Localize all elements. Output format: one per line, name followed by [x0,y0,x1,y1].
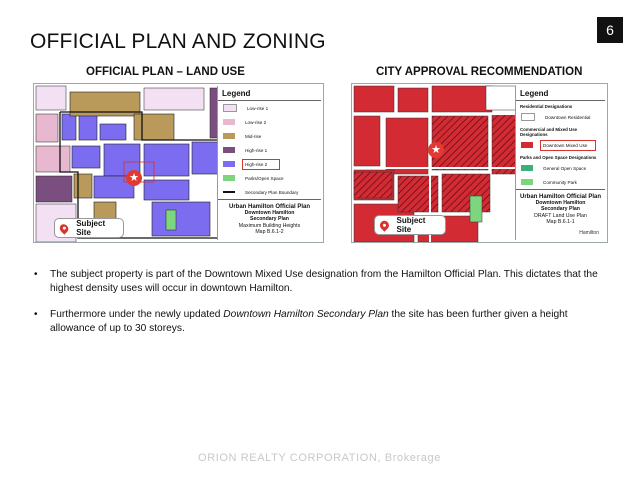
legend-label: Parks/Open Space [245,175,284,181]
location-pin-icon [378,219,390,231]
plan-caption [218,199,321,235]
footer-brokerage: ORION REALTY CORPORATION, Brokerage [198,452,441,464]
subject-site-marker-icon: ★ [126,170,142,186]
bullet-text: The subject property is part of the Downtown Mixed Use designation from the Hamilton Official Plan. This dictates that the highest density uses will occur in downtown Hamilton. [50,269,598,294]
legend-swatch [521,165,533,171]
plan-title: Urban Hamilton Official Plan [228,204,310,210]
legend-title: Legend [218,86,321,101]
plan-description: DRAFT Land Use Plan [534,212,587,219]
legend-label: Mid-rise [245,133,262,139]
page-number: 6 [597,17,623,43]
legend-item [218,115,321,129]
plan-caption [516,189,605,225]
plan-subtitle: Downtown Hamilton [244,210,295,217]
legend-label: Low-rise 1 [247,105,269,111]
legend-item [218,143,321,157]
legend-label: Community Park [543,179,577,185]
subject-site-marker-icon: ★ [428,142,444,158]
legend-swatch [223,104,237,112]
page-title: OFFICIAL PLAN AND ZONING [30,30,326,53]
land-use-map [33,83,324,243]
legend-label: General Open Space [543,165,587,171]
legend-item [516,175,605,189]
plan-map-number: Map B.6.1-1 [546,218,575,225]
legend-label: Downtown Mixed Use [543,143,593,148]
plan-subtitle: Secondary Plan [541,206,580,213]
left-map-heading: OFFICIAL PLAN – LAND USE [86,66,245,78]
legend-label: High-rise 2 [245,162,277,167]
legend-swatch [521,179,533,185]
legend-item [218,101,321,115]
location-pin-icon [58,222,70,234]
legend-label: Low-rise 2 [245,119,267,125]
approval-map [351,83,608,243]
legend-item [218,171,321,185]
bullet-text [50,308,609,336]
subject-site-callout [54,218,124,238]
legend-item-highlighted [218,157,321,171]
plan-map-number: Map B.6.1-2 [255,228,284,235]
legend-swatch [223,119,235,125]
plan-subtitle: Downtown Hamilton [535,200,586,207]
right-map-heading: CITY APPROVAL RECOMMENDATION [376,66,583,78]
legend-swatch [521,142,533,148]
legend-title: Legend [516,86,605,101]
legend-swatch [521,113,535,121]
legend-item-highlighted [516,138,605,152]
legend-label: Downtown Residential [545,114,591,120]
legend-swatch [223,191,235,193]
subject-site-callout [374,215,446,235]
legend-label: Secondary Plan Boundary [245,189,299,195]
legend-item [218,185,321,199]
legend-item [516,161,605,175]
bullet-text-post: the site has been further given a height allowance of up to 30 storeys. [50,309,568,334]
bullet-dot-icon: • [34,309,38,320]
legend-section: Commercial and Mixed Use Designations [520,127,578,137]
bullet-text-emphasis: Downtown Hamilton Secondary Plan [223,309,389,320]
plan-subtitle: Secondary Plan [250,216,289,223]
callout-label: Subject Site [76,219,106,237]
plan-title: Urban Hamilton Official Plan [519,194,601,200]
legend-swatch [223,147,235,153]
plan-description: Maximum Building Heights [238,222,301,229]
land-use-legend [217,86,321,240]
bullet-text-pre: Furthermore under the newly updated [50,309,224,320]
legend-item [218,129,321,143]
bullet-list [34,268,609,348]
legend-item [516,110,605,124]
legend-section: Parks and Open Space Designations [520,155,597,160]
legend-section: Residential Designations [520,104,573,109]
legend-swatch [223,161,235,167]
legend-swatch [223,133,235,139]
legend-swatch [223,175,235,181]
callout-label: Subject Site [396,216,426,234]
bullet-item [34,268,609,296]
city-logo-text: Hamilton [579,230,599,236]
approval-legend [515,86,605,240]
legend-label: High-rise 1 [245,147,268,153]
bullet-dot-icon: • [34,269,38,280]
bullet-item [34,308,609,336]
